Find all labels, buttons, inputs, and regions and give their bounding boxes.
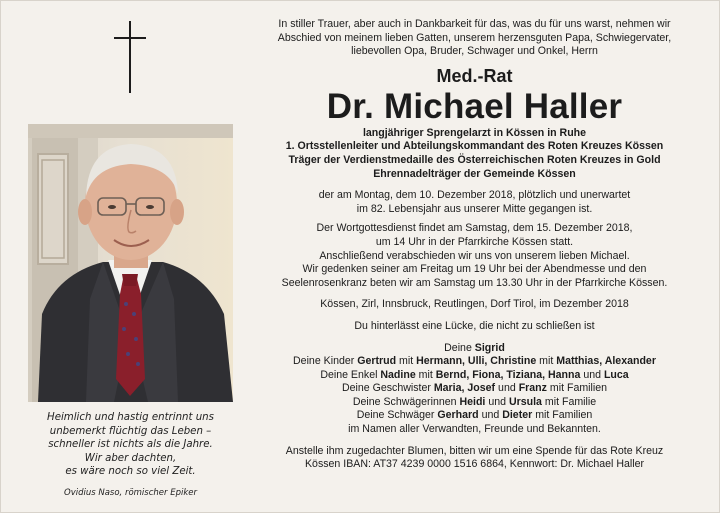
portrait-photo <box>28 124 233 402</box>
service-line: Wir gedenken seiner am Freitag um 19 Uhr bei der Abendmesse und den <box>302 263 647 276</box>
family-closing: im Namen aller Verwandten, Freunde und Bekannten. <box>348 423 601 436</box>
name: Heidi <box>459 395 486 408</box>
label: und <box>488 395 507 408</box>
family-block <box>247 342 702 437</box>
name: Hermann, Ulli, Christine <box>416 355 537 368</box>
name: Bernd, Fiona, Tiziana, Hanna <box>435 368 581 381</box>
name: Gertrud <box>357 355 397 368</box>
name: Dieter <box>502 409 533 422</box>
titles-block <box>247 127 702 181</box>
label: und <box>481 409 500 422</box>
intro-line: liebevollen Opa, Bruder, Schwager und Onkel, Herrn <box>351 45 598 58</box>
gap-line: Du hinterlässt eine Lücke, die nicht zu schließen ist <box>354 319 595 332</box>
label: mit Familien <box>535 409 593 422</box>
donation-line: Kössen IBAN: AT37 4239 0000 1516 6864, Kennwort: Dr. Michael Haller <box>304 458 644 471</box>
family-siblings <box>247 382 702 396</box>
label: Deine Schwägerinnen <box>352 395 457 408</box>
service-line: Der Wortgottesdienst findet am Samstag, dem 15. Dezember 2018, <box>316 222 633 235</box>
label: und <box>583 368 601 381</box>
honorific-title: Med.-Rat <box>436 65 513 86</box>
death-line: der am Montag, dem 10. Dezember 2018, plötzlich und unerwartet <box>318 189 631 202</box>
family-grandchildren <box>247 369 702 383</box>
title-line: Ehrennadelträger der Gemeinde Kössen <box>373 167 576 180</box>
quote-line: unbemerkt flüchtig das Leben – <box>49 425 212 437</box>
label: mit <box>418 368 433 381</box>
service-line: um 14 Uhr in der Pfarrkirche Kössen statt. <box>375 235 574 248</box>
label: mit Familie <box>544 395 597 408</box>
intro-paragraph <box>247 18 702 59</box>
label: Deine Enkel <box>320 368 378 381</box>
name: Sigrid <box>474 341 505 354</box>
label: und <box>498 382 516 395</box>
name: Maria, Josef <box>433 382 496 395</box>
service-line: Seelenrosenkranz beten wir am Samstag um 13.30 Uhr in der Pfarrkirche Kössen. <box>281 276 668 289</box>
name: Nadine <box>380 368 416 381</box>
name: Ursula <box>508 395 542 408</box>
label: mit <box>539 355 554 368</box>
poem-quote <box>28 411 233 500</box>
donation-paragraph <box>247 445 702 472</box>
name: Matthias, Alexander <box>556 355 656 368</box>
family-wife <box>247 342 702 356</box>
service-paragraph <box>247 222 702 290</box>
title-line: langjähriger Sprengelarzt in Kössen in Ruhe <box>362 126 587 139</box>
label: Deine Schwäger <box>356 409 435 422</box>
quote-line: es wäre noch so viel Zeit. <box>65 466 196 477</box>
deceased-name: Dr. Michael Haller <box>326 86 623 126</box>
death-line: im 82. Lebensjahr aus unserer Mitte gegangen ist. <box>356 202 593 215</box>
title-line: 1. Ortsstellenleiter und Abteilungskommandant des Roten Kreuzes Kössen <box>285 140 664 153</box>
label: Deine Kinder <box>293 355 355 368</box>
name: Franz <box>518 382 547 395</box>
label: Deine <box>444 341 472 354</box>
death-paragraph <box>247 189 702 216</box>
name: Gerhard <box>437 409 479 422</box>
place-date: Kössen, Zirl, Innsbruck, Reutlingen, Dorf Tirol, im Dezember 2018 <box>320 298 629 311</box>
label: mit <box>399 355 414 368</box>
donation-line: Anstelle ihm zugedachter Blumen, bitten wir um eine Spende für das Rote Kreuz <box>285 444 664 457</box>
name: Luca <box>603 368 629 381</box>
quote-line: schneller ist nichts als die Jahre. <box>48 439 213 450</box>
quote-line: Wir aber dachten, <box>84 452 177 464</box>
family-sisters-in-law <box>247 396 702 410</box>
cross-icon <box>114 21 146 93</box>
family-children <box>247 355 702 369</box>
family-brothers-in-law <box>247 409 702 423</box>
intro-line: Abschied von meinem lieben Gatten, unserem herzensguten Papa, Schwiegervater, <box>277 31 672 44</box>
label: mit Familien <box>549 382 608 395</box>
quote-attribution: Ovidius Naso, römischer Epiker <box>64 487 197 498</box>
label: Deine Geschwister <box>341 382 431 395</box>
intro-line: In stiller Trauer, aber auch in Dankbarkeit für das, was du für uns warst, nehmen wir <box>278 18 671 30</box>
title-line: Träger der Verdienstmedaille des Österreichischen Roten Kreuzes in Gold <box>288 153 661 166</box>
service-line: Anschließend verabschieden wir uns von unserem lieben Michael. <box>319 249 630 262</box>
notice-text <box>247 18 702 472</box>
quote-line: Heimlich und hastig entrinnt uns <box>47 412 214 423</box>
